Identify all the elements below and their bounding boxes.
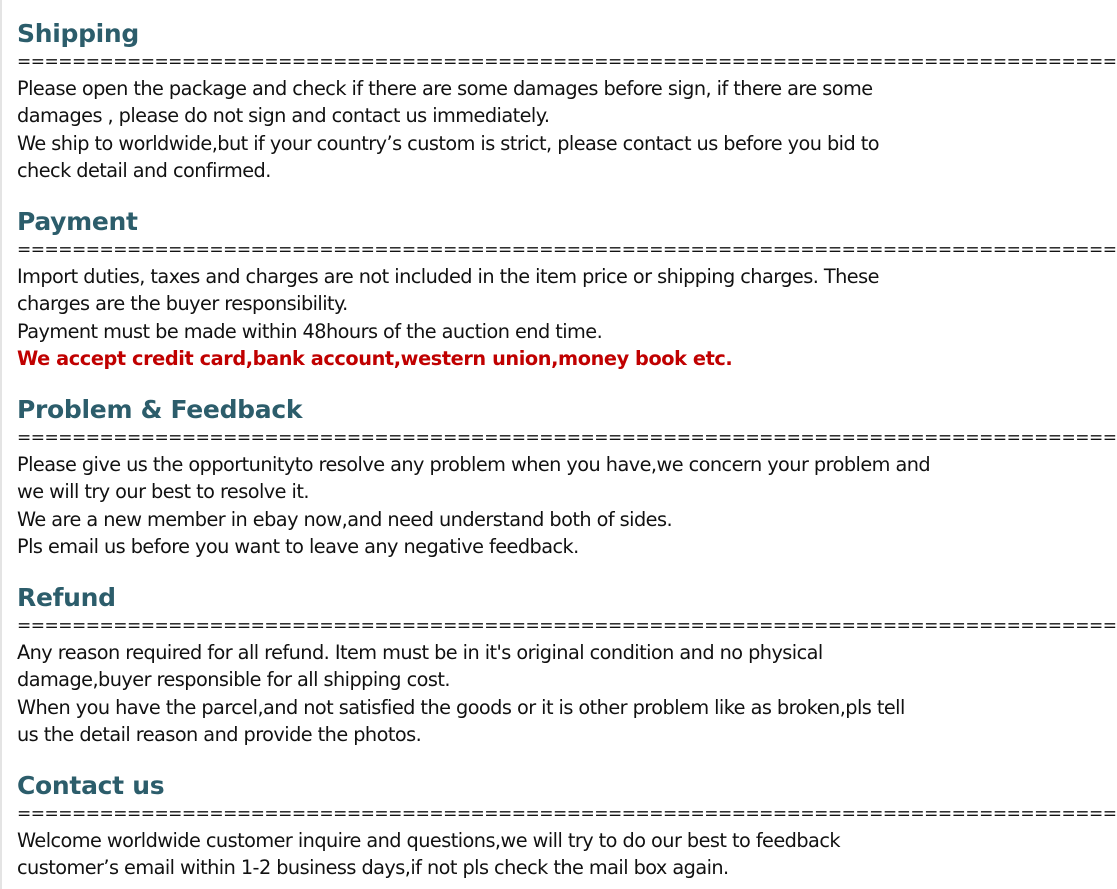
- separator: ================================================================================: [17, 240, 1117, 260]
- paragraph-line: We are a new member in ebay now,and need understand both of sides.: [17, 507, 673, 531]
- payment-methods-highlight: We accept credit card,bank account,western union,money book etc.: [17, 346, 733, 370]
- section-contact: [17, 771, 1117, 882]
- separator: ================================================================================: [17, 52, 1117, 72]
- separator: ================================================================================: [17, 804, 1117, 824]
- paragraph-line: We ship to worldwide,but if your country’s custom is strict, please contact us before you bid to: [17, 131, 880, 155]
- paragraph-line: charges are the buyer responsibility.: [17, 292, 348, 316]
- paragraph-line: Welcome worldwide customer inquire and questions,we will try to do our best to feedback: [17, 829, 840, 852]
- paragraph-line: Please open the package and check if there are some damages before sign, if there are some: [17, 77, 873, 100]
- paragraph-line: Payment must be made within 48hours of the auction end time.: [17, 319, 603, 343]
- paragraph-line: customer’s email within 1-2 business days,if not pls check the mail box again.: [17, 856, 729, 880]
- section-title: Contact us: [17, 771, 165, 800]
- paragraph-line: damage,buyer responsible for all shipping cost.: [17, 668, 450, 692]
- page-edge: [0, 0, 2, 889]
- separator: ================================================================================: [17, 616, 1117, 636]
- section-title: Refund: [17, 583, 116, 612]
- section-payment: [17, 207, 1117, 372]
- paragraph-line: check detail and confirmed.: [17, 158, 271, 182]
- paragraph-line: damages , please do not sign and contact us immediately.: [17, 104, 550, 128]
- paragraph-line: Pls email us before you want to leave any negative feedback.: [17, 534, 579, 558]
- paragraph-line: Import duties, taxes and charges are not included in the item price or shipping charges. These: [17, 265, 879, 288]
- section-title: Shipping: [17, 19, 140, 48]
- section-title: Payment: [17, 207, 138, 236]
- section-title: Problem & Feedback: [17, 395, 303, 424]
- paragraph-line: us the detail reason and provide the photos.: [17, 722, 422, 746]
- separator: ================================================================================: [17, 428, 1117, 448]
- section-refund: [17, 583, 1117, 748]
- paragraph-line: we will try our best to resolve it.: [17, 480, 309, 504]
- section-shipping: [17, 19, 1117, 184]
- section-problem-feedback: [17, 395, 1117, 560]
- paragraph-line: Please give us the opportunityto resolve any problem when you have,we concern your problem and: [17, 453, 931, 476]
- paragraph-line: When you have the parcel,and not satisfied the goods or it is other problem like as broken,pls tell: [17, 695, 905, 719]
- paragraph-line: Any reason required for all refund. Item must be in it's original condition and no physical: [17, 641, 823, 664]
